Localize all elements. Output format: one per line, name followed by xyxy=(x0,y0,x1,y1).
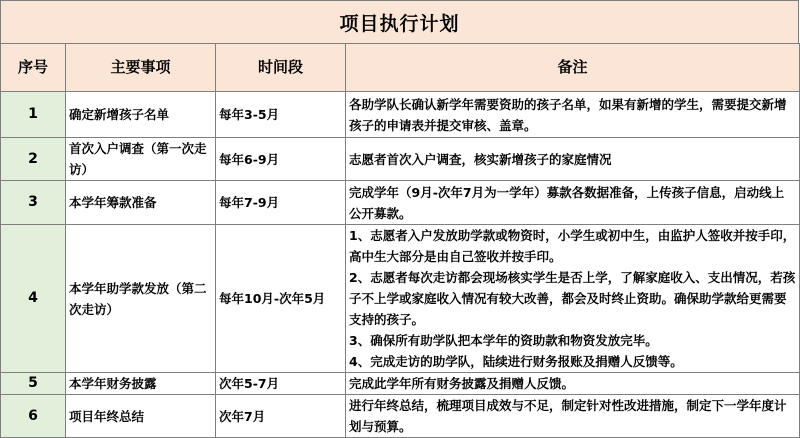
cell-note[interactable] xyxy=(346,395,800,438)
header-row xyxy=(1,44,800,92)
cell-period[interactable]: 每年7-9月 xyxy=(216,181,346,225)
cell-item[interactable]: 首次入户调查（第一次走访） xyxy=(66,138,216,181)
note-text: 3、确保所有助学队把本学年的资助款和物资发放完毕。 xyxy=(349,333,658,348)
table-row xyxy=(1,181,800,225)
cell-no[interactable]: 3 xyxy=(1,181,66,225)
table-title: 项目执行计划 xyxy=(0,0,799,43)
cell-item[interactable]: 本学年筹款准备 xyxy=(66,181,216,225)
table-row xyxy=(1,225,800,373)
cell-item[interactable]: 确定新增孩子名单 xyxy=(66,92,216,138)
cell-period[interactable]: 每年6-9月 xyxy=(216,138,346,181)
header-no[interactable]: 序号 xyxy=(1,44,66,92)
cell-note[interactable] xyxy=(346,373,800,395)
cell-no[interactable]: 4 xyxy=(1,225,66,373)
header-period[interactable]: 时间段 xyxy=(216,44,346,92)
note-text: 各助学队长确认新学年需要资助的孩子名单，如果有新增的学生，需要提交新增孩子的申请表并提交审核、盖章。 xyxy=(349,96,787,133)
cell-item[interactable]: 本学年助学款发放（第二次走访） xyxy=(66,225,216,373)
note-text: 进行年终总结，梳理项目成效与不足，制定针对性改进措施，制定下一学年度计划与预算。 xyxy=(349,398,787,434)
cell-no[interactable]: 6 xyxy=(1,395,66,438)
cell-no[interactable]: 2 xyxy=(1,138,66,181)
note-text: 完成此学年所有财务披露及捐赠人反馈。 xyxy=(349,376,575,391)
cell-period[interactable]: 每年3-5月 xyxy=(216,92,346,138)
header-item[interactable]: 主要事项 xyxy=(66,44,216,92)
cell-note[interactable] xyxy=(346,138,800,181)
header-note[interactable]: 备注 xyxy=(346,44,800,92)
cell-period[interactable]: 次年5-7月 xyxy=(216,373,346,395)
cell-item[interactable]: 本学年财务披露 xyxy=(66,373,216,395)
cell-period[interactable]: 每年10月-次年5月 xyxy=(216,225,346,373)
table-row xyxy=(1,395,800,438)
table-row xyxy=(1,92,800,138)
cell-note[interactable] xyxy=(346,181,800,225)
table-row xyxy=(1,138,800,181)
table-row xyxy=(1,373,800,395)
cell-no[interactable]: 5 xyxy=(1,373,66,395)
cell-period[interactable]: 次年7月 xyxy=(216,395,346,438)
cell-note[interactable] xyxy=(346,92,800,138)
cell-note[interactable] xyxy=(346,225,800,373)
note-text: 4、完成走访的助学队，陆续进行财务报账及捐赠人反馈等。 xyxy=(349,354,683,369)
note-text: 2、志愿者每次走访都会现场核实学生是否上学，了解家庭收入、支出情况，若孩子不上学或家庭收入情况有较大改善，都会及时终止资助。确保助学款给更需要支持的孩子。 xyxy=(349,270,796,327)
cell-no[interactable]: 1 xyxy=(1,92,66,138)
note-text: 1、志愿者入户发放助学款或物资时，小学生或初中生，由监护人签收并按手印，高中生大部分是由自己签收并按手印。 xyxy=(349,228,796,264)
cell-item[interactable]: 项目年终总结 xyxy=(66,395,216,438)
plan-table xyxy=(0,43,800,438)
note-text: 完成学年（9月-次年7月为一学年）募款各数据准备，上传孩子信息，启动线上公开募款。 xyxy=(349,184,785,221)
note-text: 志愿者首次入户调查，核实新增孩子的家庭情况 xyxy=(349,151,612,167)
